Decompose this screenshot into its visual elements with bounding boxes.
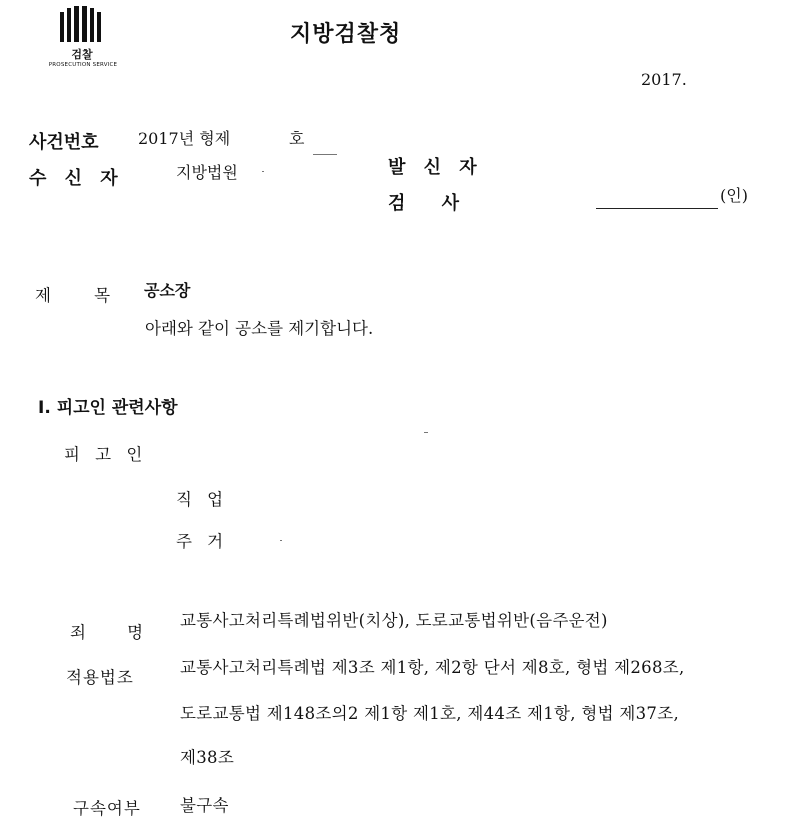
- subject-intro: 아래와 같이 공소를 제기합니다.: [145, 319, 374, 338]
- sender-label: 발 신 자: [388, 157, 483, 178]
- case-number-value: 2017년 형제: [138, 129, 231, 148]
- crime-value: 교통사고처리특례법위반(치상), 도로교통법위반(음주운전): [180, 611, 608, 630]
- prosecution-service-logo-icon: [60, 6, 102, 42]
- defendant-label: 피 고 인: [64, 445, 148, 464]
- detention-value: 불구속: [180, 796, 229, 815]
- signature-line: [596, 208, 718, 209]
- detention-label: 구속여부: [73, 799, 141, 818]
- document-date: 2017.: [641, 70, 687, 89]
- recipient-value: 지방법원: [176, 163, 238, 182]
- crime-label: 죄 명: [70, 623, 145, 642]
- subject-label: 제 목: [35, 286, 112, 305]
- occupation-label: 직 업: [176, 490, 229, 509]
- recipient-label: 수 신 자: [29, 168, 124, 189]
- section-heading: Ⅰ. 피고인 관련사항: [38, 398, 178, 418]
- address-label: 주 거: [176, 532, 229, 551]
- subject-value: 공소장: [144, 281, 191, 300]
- logo-name-ko: 검찰: [71, 48, 93, 61]
- laws-line-3: 제38조: [180, 748, 235, 767]
- laws-line-1: 교통사고처리특례법 제3조 제1항, 제2항 단서 제8호, 형법 제268조,: [180, 658, 685, 677]
- case-number-suffix: 호: [289, 129, 305, 148]
- laws-label: 적용법조: [66, 668, 134, 687]
- prosecution-logo: [48, 6, 120, 72]
- office-title: 지방검찰청: [290, 22, 402, 47]
- laws-line-2: 도로교통법 제148조의2 제1항 제1호, 제44조 제1항, 형법 제37조,: [180, 704, 680, 723]
- prosecutor-label: 검 사: [388, 193, 460, 214]
- logo-name-en: PROSECUTION SERVICE: [48, 62, 118, 68]
- case-number-label: 사건번호: [29, 132, 99, 153]
- seal-mark: (인): [720, 186, 748, 205]
